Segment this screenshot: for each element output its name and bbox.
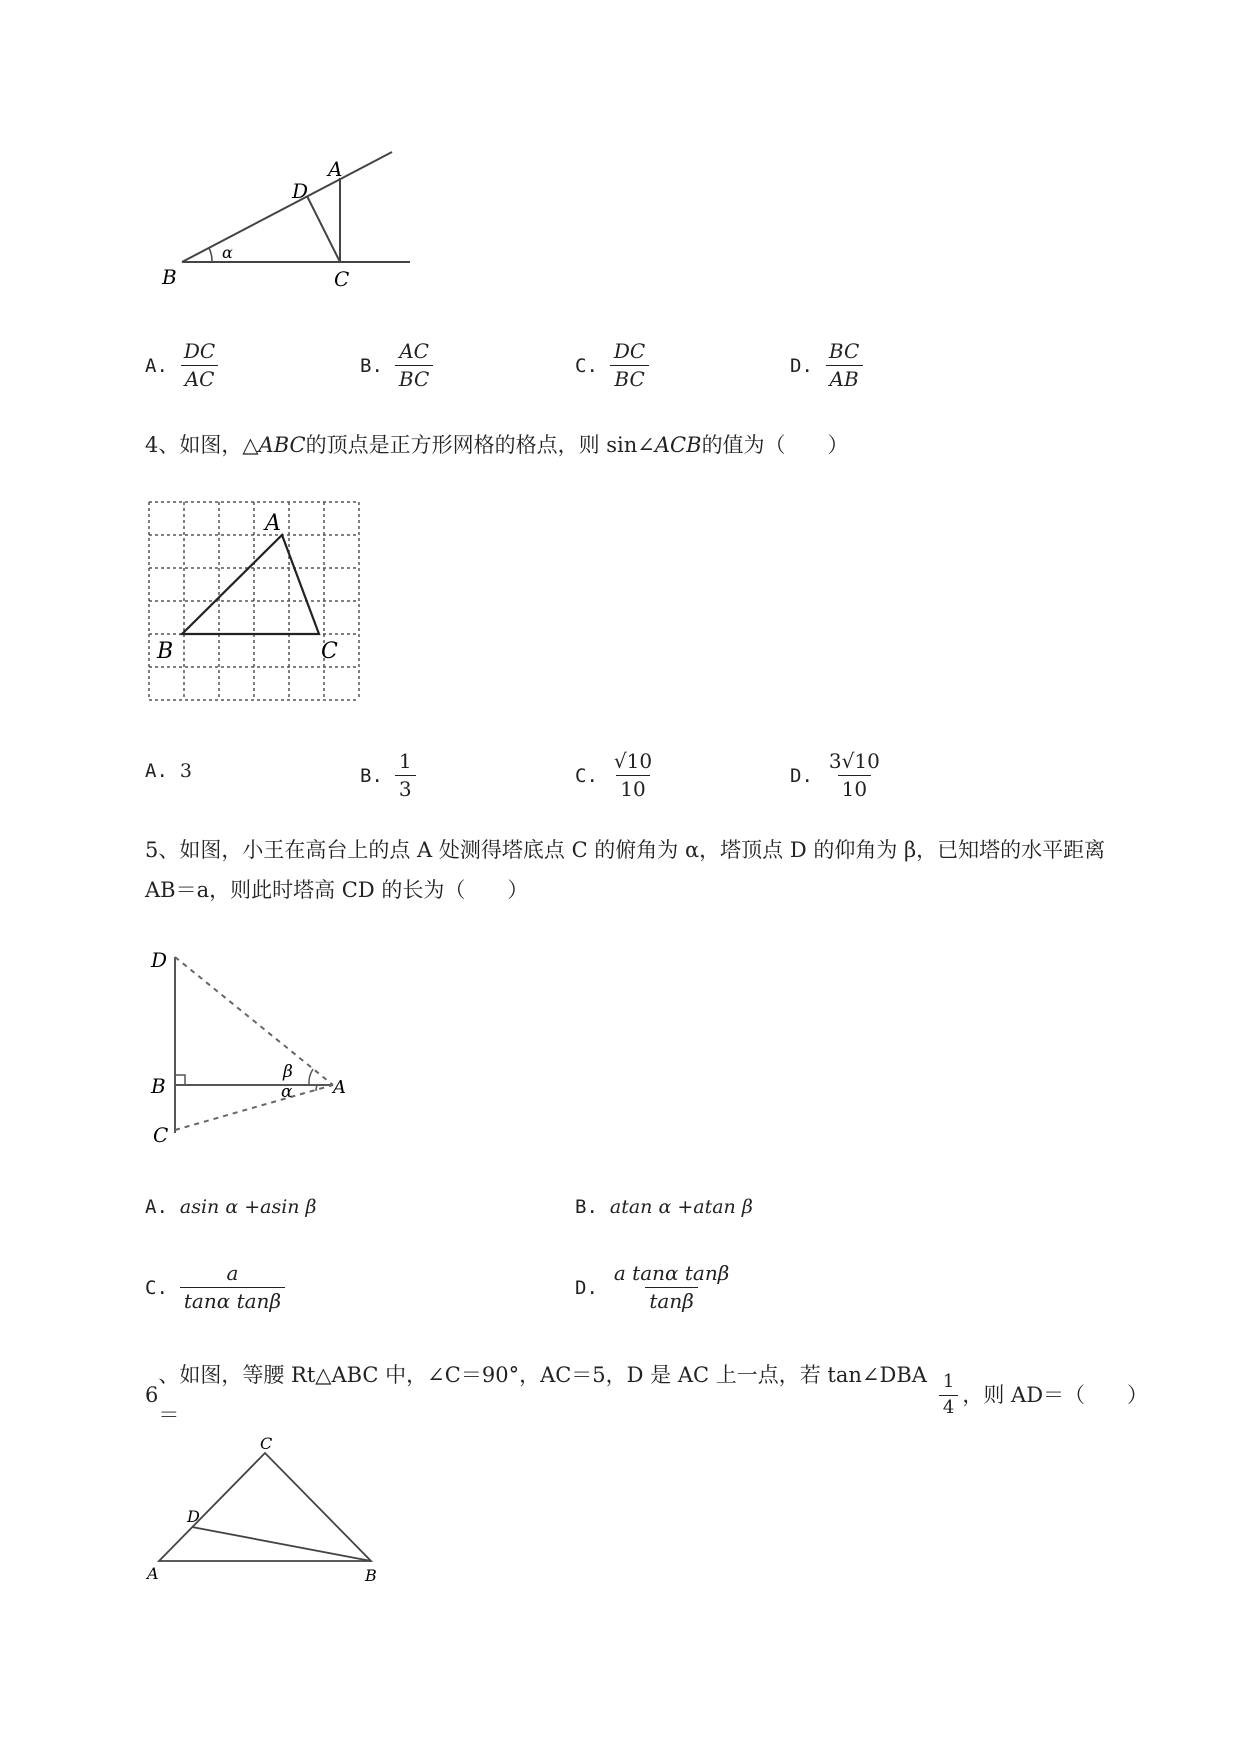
label-d: D — [151, 948, 168, 972]
fraction: $\frac{\text{a tanα tanβ}}{\tan\beta}$ — [613, 1261, 730, 1313]
label-c: C — [334, 267, 350, 290]
q4-option-c[interactable]: C. $\frac{√10}{10}$ — [575, 750, 656, 801]
q5-option-a[interactable]: A. asin α +asin β — [145, 1196, 317, 1218]
figure-q5 — [145, 945, 365, 1145]
label-alpha: α — [222, 243, 233, 262]
q5-option-c[interactable]: C. $\frac{a}{\text{tanα tanβ}}$ — [145, 1262, 285, 1313]
fraction: $\frac{3√10}{10}$ — [828, 749, 880, 801]
q4-option-a[interactable]: A. 3 — [145, 760, 192, 782]
q4-option-d[interactable]: D. $\frac{3√10}{10}$ — [790, 750, 884, 801]
label-a: A — [333, 1077, 346, 1098]
label-beta: β — [283, 1062, 293, 1082]
question-5: 5、如图，小王在高台上的点 A 处测得塔底点 C 的俯角为 α，塔顶点 D 的仰角为 β，已知塔的水平距离 AB＝a，则此时塔高 CD 的长为（ ） — [145, 838, 1106, 902]
figure-q3 — [140, 150, 420, 290]
figure-q6 — [145, 1435, 405, 1585]
label-c: C — [153, 1123, 169, 1145]
q5-option-b[interactable]: B. atan α +atan β — [575, 1196, 753, 1218]
label-b: B — [151, 1074, 166, 1098]
label-a: A — [147, 1564, 159, 1583]
fraction: $\frac{1}{4}$ — [939, 1372, 958, 1418]
q5-option-d[interactable]: D. $\frac{\text{a tanα tanβ}}{\tan\beta}$ — [575, 1262, 733, 1313]
figure-q4 — [145, 498, 365, 708]
q3-option-b[interactable]: B. $\frac{AC}{BC}$ — [360, 340, 433, 391]
fraction: $\frac{a}{\text{tanα tanβ}}$ — [180, 1262, 285, 1313]
fraction: $\frac{1}{3}$ — [395, 750, 416, 801]
fraction: $\frac{DC}{AC}$ — [180, 340, 219, 391]
fraction: $\frac{BC}{AB}$ — [825, 340, 863, 391]
q3-option-d[interactable]: D. $\frac{BC}{AB}$ — [790, 340, 863, 391]
question-6: 6 、如图，等腰 Rt△ABC 中，∠C＝90°，AC＝5，D 是 AC 上一点，若 tan∠DBA＝ $\frac{1}{4}$ ，则 AD＝（ ） — [145, 1363, 1149, 1427]
label-a: A — [265, 511, 281, 536]
label-b: B — [162, 265, 177, 289]
label-alpha: α — [281, 1082, 293, 1102]
q4-option-b[interactable]: B. $\frac{1}{3}$ — [360, 750, 416, 801]
label-c: C — [321, 639, 338, 664]
question-4: 4、如图，△ABC的顶点是正方形网格的格点，则 sin∠ACB的值为（ ） — [145, 433, 849, 457]
fraction: $\frac{DC}{BC}$ — [610, 340, 649, 391]
label-d: D — [187, 1507, 200, 1526]
fraction: $\frac{√10}{10}$ — [613, 749, 653, 801]
label-c: C — [260, 1435, 273, 1453]
label-b: B — [365, 1566, 377, 1585]
fraction: $\frac{AC}{BC}$ — [395, 340, 433, 391]
label-a: A — [328, 157, 343, 181]
label-b: B — [157, 639, 174, 664]
q3-option-c[interactable]: C. $\frac{DC}{BC}$ — [575, 340, 649, 391]
q3-option-a[interactable]: A. $\frac{DC}{AC}$ — [145, 340, 219, 391]
label-d: D — [292, 179, 309, 203]
